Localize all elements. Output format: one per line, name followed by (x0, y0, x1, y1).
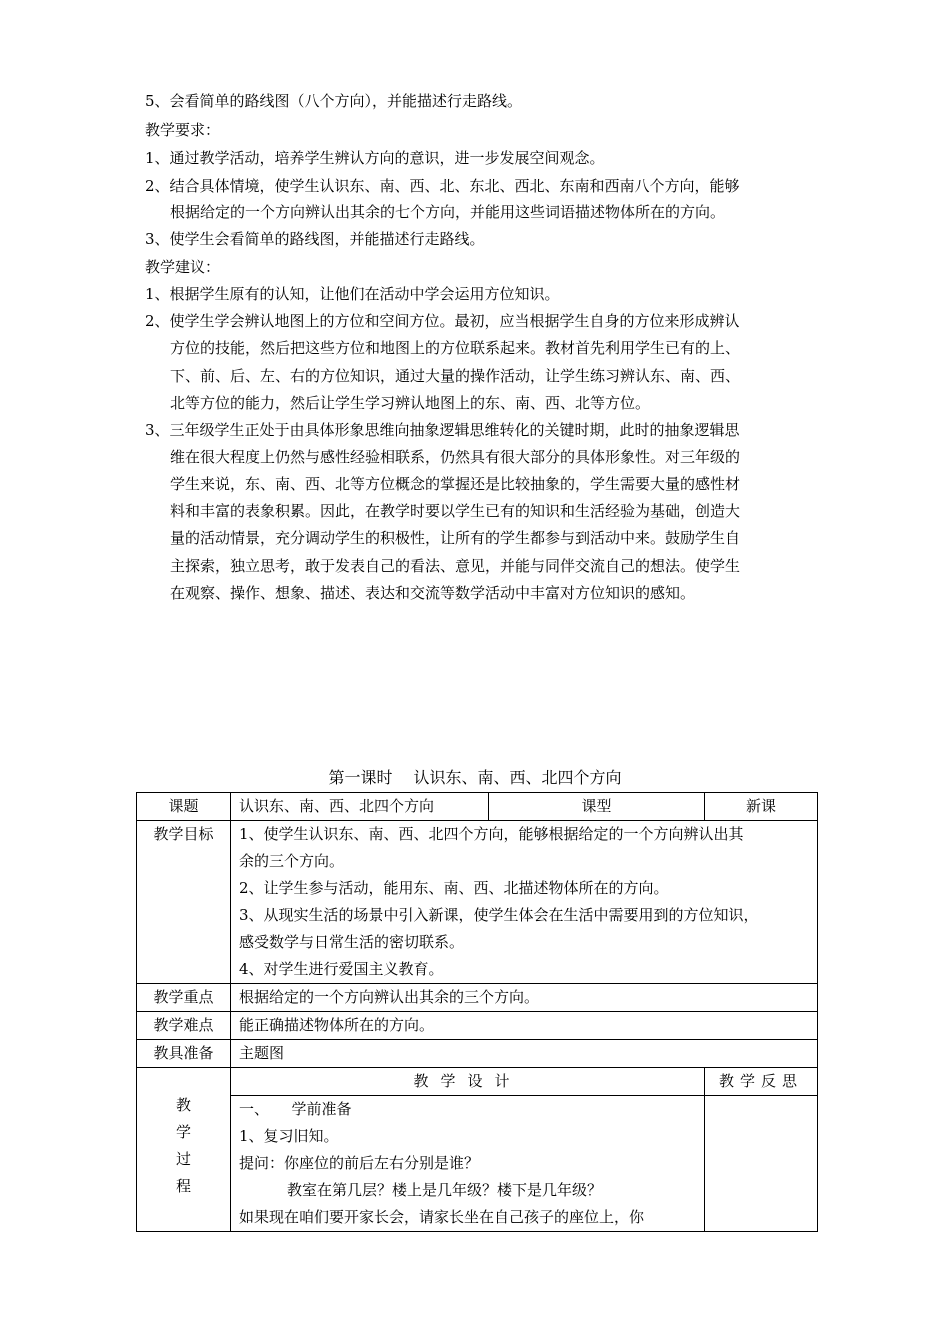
topic-label: 课题 (137, 793, 231, 821)
reflection-header: 教学反思 (705, 1068, 818, 1096)
goal-1: 1、使学生认识东、南、西、北四个方向，能够根据给定的一个方向辨认出其 (239, 825, 744, 843)
design-header: 教学设计 (231, 1068, 705, 1096)
design-content (231, 1096, 705, 1232)
difficulty-label: 教学难点 (137, 1012, 231, 1040)
type-value: 新课 (705, 793, 818, 821)
requirements-heading: 教学要求： (145, 121, 221, 139)
goal-2: 2、让学生参与活动，能用东、南、西、北描述物体所在的方向。 (239, 879, 669, 897)
question-1: 提问：你座位的前后左右分别是谁？ (239, 1154, 480, 1172)
goals-content (231, 821, 818, 984)
requirement-2: 2、结合具体情境，使学生认识东、南、西、北、东北、西北、东南和西南八个方向，能够 (145, 177, 740, 195)
table-row (137, 1012, 818, 1040)
tools-value: 主题图 (231, 1040, 818, 1068)
suggestion-3-cont: 主探索，独立思考，敢于发表自己的看法、意见，并能与同伴交流自己的想法。使学生 (170, 557, 741, 575)
question-2: 教室在第几层？楼上是几年级？楼下是几年级？ (287, 1181, 603, 1199)
goals-label: 教学目标 (137, 821, 231, 984)
table-row (137, 984, 818, 1012)
table-row (137, 1096, 818, 1232)
lesson-title: 第一课时 认识东、南、西、北四个方向 (328, 768, 622, 787)
process-char: 学 (175, 1123, 191, 1141)
suggestion-3-cont: 在观察、操作、想象、描述、表达和交流等数学活动中丰富对方位知识的感知。 (170, 584, 696, 602)
process-label (137, 1068, 231, 1232)
suggestion-2-cont: 下、前、后、左、右的方位知识，通过大量的操作活动，让学生练习辨认东、南、西、 (170, 367, 741, 385)
process-char: 程 (175, 1177, 191, 1195)
requirement-1: 1、通过教学活动，培养学生辨认方向的意识，进一步发展空间观念。 (145, 149, 605, 167)
table-row (137, 1068, 818, 1096)
focus-value: 根据给定的一个方向辨认出其余的三个方向。 (231, 984, 818, 1012)
table-row (137, 821, 818, 984)
suggestions-heading: 教学建议： (145, 258, 221, 276)
suggestion-3-cont: 料和丰富的表象积累。因此，在教学时要以学生已有的知识和生活经验为基础，创造大 (170, 502, 741, 520)
suggestion-2-cont: 北等方位的能力，然后让学生学习辨认地图上的东、南、西、北等方位。 (170, 394, 651, 412)
table-row (137, 793, 818, 821)
intro-item-5: 5、会看简单的路线图（八个方向），并能描述行走路线。 (145, 92, 523, 110)
step-1: 一、 学前准备 (239, 1100, 352, 1118)
suggestion-3: 3、三年级学生正处于由具体形象思维向抽象逻辑思维转化的关键时期，此时的抽象逻辑思 (145, 421, 740, 439)
difficulty-value: 能正确描述物体所在的方向。 (231, 1012, 818, 1040)
lesson-plan-table (136, 792, 818, 1232)
question-3: 如果现在咱们要开家长会，请家长坐在自己孩子的座位上，你 (239, 1208, 645, 1226)
suggestion-2-cont: 方位的技能，然后把这些方位和地图上的方位联系起来。教材首先利用学生已有的上、 (170, 339, 741, 357)
reflection-content (705, 1096, 818, 1232)
suggestion-3-cont: 维在很大程度上仍然与感性经验相联系，仍然具有很大部分的具体形象性。对三年级的 (170, 448, 741, 466)
suggestion-2: 2、使学生学会辨认地图上的方位和空间方位。最初，应当根据学生自身的方位来形成辨认 (145, 312, 740, 330)
tools-label: 教具准备 (137, 1040, 231, 1068)
step-1-1: 1、复习旧知。 (239, 1127, 339, 1145)
requirement-2-cont: 根据给定的一个方向辨认出其余的七个方向，并能用这些词语描述物体所在的方向。 (170, 203, 726, 221)
goal-1-cont: 余的三个方向。 (239, 852, 345, 870)
requirement-3: 3、使学生会看简单的路线图，并能描述行走路线。 (145, 230, 485, 248)
goal-3: 3、从现实生活的场景中引入新课，使学生体会在生活中需要用到的方位知识， (239, 906, 759, 924)
type-label: 课型 (489, 793, 705, 821)
suggestion-3-cont: 学生来说，东、南、西、北等方位概念的掌握还是比较抽象的，学生需要大量的感性材 (170, 475, 741, 493)
focus-label: 教学重点 (137, 984, 231, 1012)
table-row (137, 1040, 818, 1068)
suggestion-3-cont: 量的活动情景，充分调动学生的积极性，让所有的学生都参与到活动中来。鼓励学生自 (170, 529, 741, 547)
goal-3-cont: 感受数学与日常生活的密切联系。 (239, 933, 465, 951)
goal-4: 4、对学生进行爱国主义教育。 (239, 960, 444, 978)
topic-value: 认识东、南、西、北四个方向 (231, 793, 489, 821)
suggestion-1: 1、根据学生原有的认知，让他们在活动中学会运用方位知识。 (145, 285, 560, 303)
process-char: 过 (175, 1150, 191, 1168)
process-char: 教 (175, 1096, 191, 1114)
